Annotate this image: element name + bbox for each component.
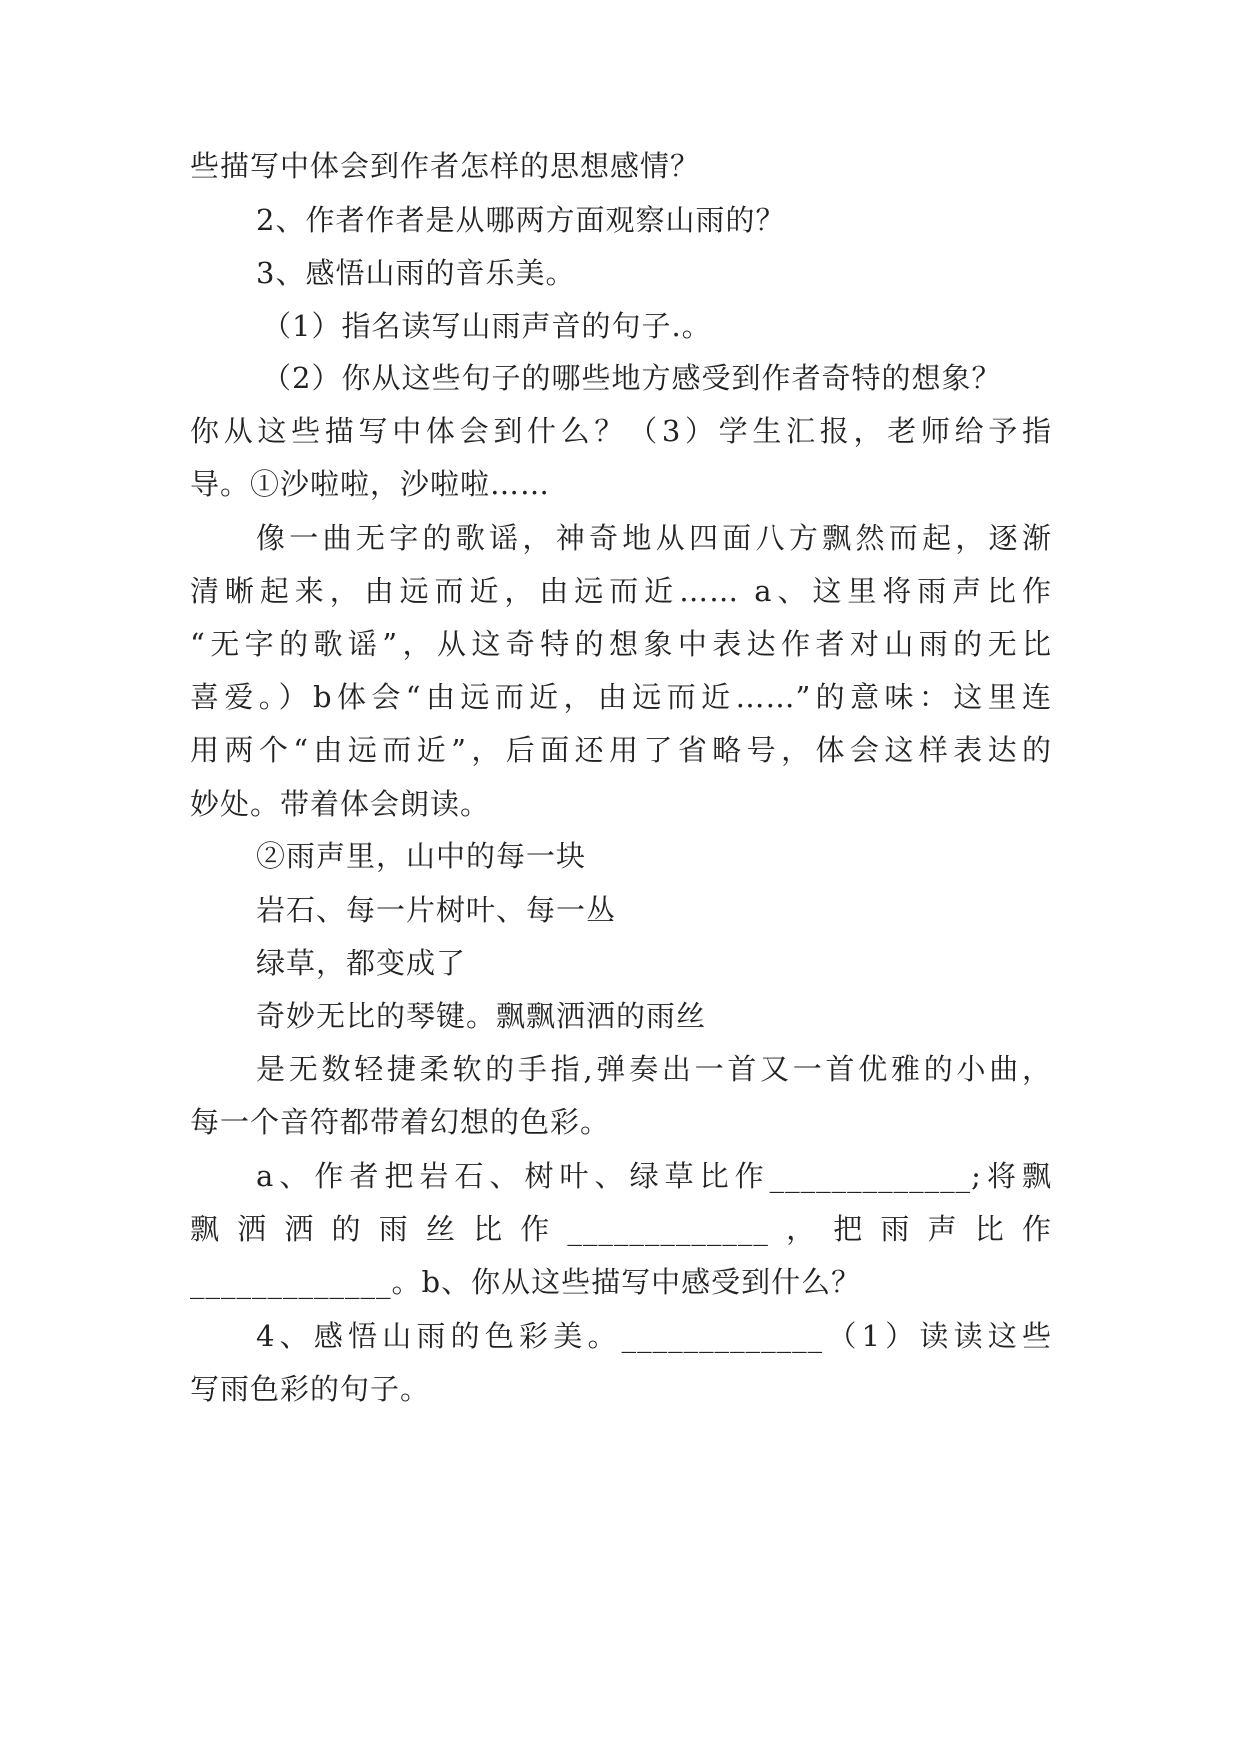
- text-line-15: 岩石、每一片树叶、每一丛: [256, 893, 617, 927]
- text-line-17: 奇妙无比的琴键。飘飘洒洒的雨丝: [256, 999, 707, 1033]
- text-line-10: “无字的歌谣”，从这奇特的想象中表达作者对山雨的无比: [190, 627, 1052, 661]
- text-line-11: 喜爱。）b体会“由远而近，由远而近……”的意味：这里连: [190, 680, 1052, 714]
- text-line-14: ②雨声里，山中的每一块: [256, 839, 587, 873]
- text-line-21: 飘洒洒的雨丝比作_____________，把雨声比作: [190, 1212, 1052, 1246]
- text-line-4: （1）指名读写山雨声音的句子.。: [262, 309, 712, 343]
- text-line-9: 清晰起来，由远而近，由远而近…… a、这里将雨声比作: [190, 574, 1052, 608]
- text-line-18: 是无数轻捷柔软的手指,弹奏出一首又一首优雅的小曲，: [256, 1052, 1052, 1086]
- text-line-5: （2）你从这些句子的哪些地方感受到作者奇特的想象？: [262, 361, 1002, 395]
- text-line-12: 用两个“由远而近”，后面还用了省略号，体会这样表达的: [190, 733, 1052, 767]
- text-line-23: 4、感悟山雨的色彩美。_____________（1）读读这些: [256, 1319, 1052, 1353]
- text-line-3: 3、感悟山雨的音乐美。: [256, 256, 576, 290]
- text-line-22: _____________。b、你从这些描写中感受到什么？: [190, 1265, 862, 1299]
- text-line-6: 你从这些描写中体会到什么？（3）学生汇报，老师给予指: [190, 414, 1052, 448]
- text-line-2: 2、作者作者是从哪两方面观察山雨的？: [256, 203, 786, 237]
- text-line-19: 每一个音符都带着幻想的色彩。: [190, 1105, 611, 1139]
- text-line-16: 绿草，都变成了: [256, 946, 467, 980]
- text-line-20: a、作者把岩石、树叶、绿草比作_____________;将飘: [256, 1159, 1052, 1193]
- text-line-7: 导。①沙啦啦，沙啦啦……: [190, 467, 551, 501]
- text-line-1: 些描写中体会到作者怎样的思想感情？: [190, 149, 701, 183]
- text-line-8: 像一曲无字的歌谣，神奇地从四面八方飘然而起，逐渐: [256, 521, 1052, 555]
- text-line-24: 写雨色彩的句子。: [190, 1372, 431, 1406]
- text-line-13: 妙处。带着体会朗读。: [190, 787, 491, 821]
